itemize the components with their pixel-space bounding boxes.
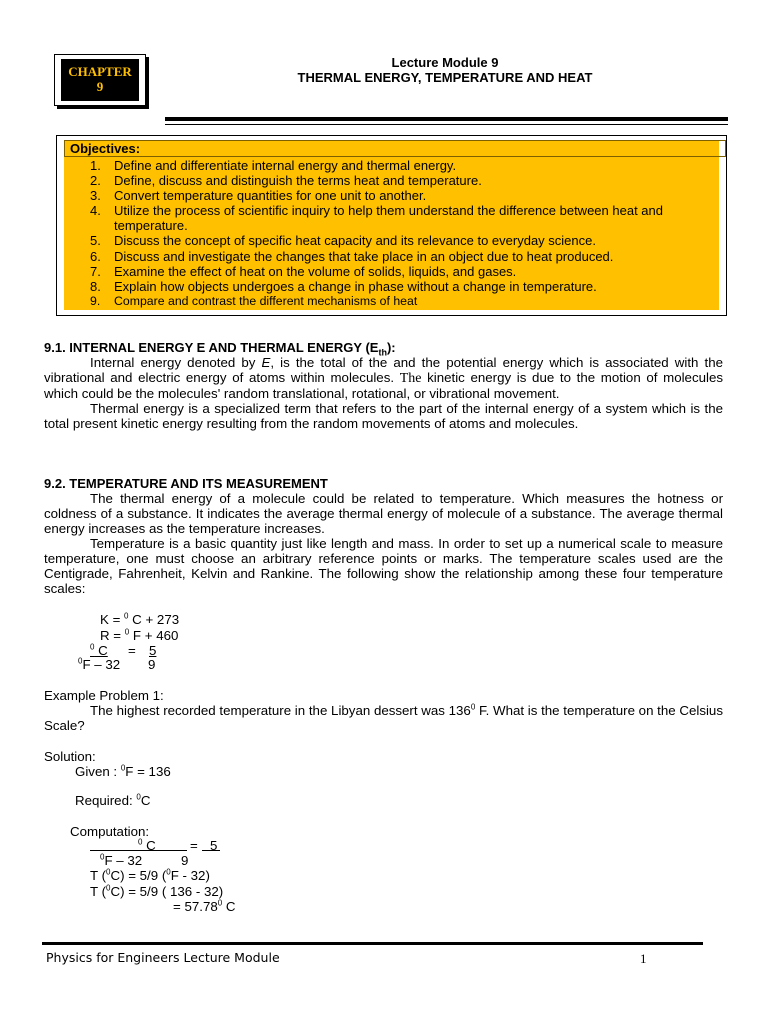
objective-item: 1. Define and differentiate internal energy and thermal energy.	[90, 158, 457, 173]
kelvin-formula: K = $^0$ C + 273	[100, 611, 180, 627]
header-rule-thin	[165, 124, 728, 125]
section-heading-temperature: 9.2. TEMPERATURE AND ITS MEASUREMENT	[44, 476, 328, 491]
module-label: Lecture Module 9	[391, 55, 499, 70]
section-heading-internal-energy: 9.1. INTERNAL ENERGY E AND THERMAL ENERGY $(E_{th})$:	[44, 340, 396, 358]
chapter-label: CHAPTER	[68, 64, 132, 79]
objectives-list	[90, 158, 725, 309]
paragraph: The thermal energy of a molecule could be related to temperature. Which measures the hotness or coldness of a substance. It indicates the average thermal energy of molecule of a substance. The average thermal energy increases as the temperature increases.	[44, 491, 723, 536]
computation-line-2: T ($^0$C) = 5/9 ( 136 - 32)	[90, 883, 224, 899]
paragraph: Internal energy denoted by E, is the total of the and the potential energy which is associated with the vibrational and electric energy of atoms within molecules. The kinetic energy is due to the motion of molecules which could be the molecules' random translational, rotational, or vibrational movement.	[44, 355, 723, 401]
paragraph: Temperature is a basic quantity just like length and mass. In order to set up a numerical scale to measure temperature, one must choose an arbitrary reference points or marks. The temperature scales used are the Centigrade, Fahrenheit, Kelvin and Rankine. The following show the relationship among these four temperature scales:	[44, 536, 723, 596]
example-label: Example Problem 1:	[44, 688, 164, 703]
example-text: The highest recorded temperature in the Libyan dessert was $136^0$ F. What is the temperature on the Celsius Scale?	[44, 702, 723, 733]
footer-title: Physics for Engineers Lecture Module	[46, 950, 280, 965]
objective-item: 2. Define, discuss and distinguish the terms heat and temperature.	[90, 173, 482, 189]
section-internal-energy-body	[44, 355, 723, 431]
page-number: 1	[640, 951, 647, 966]
required-line: Required: $^0$C	[75, 792, 151, 808]
objective-item: 6. Discuss and investigate the changes that take place in an object due to heat produced.	[90, 248, 614, 264]
objectives-title: Objectives:	[70, 141, 141, 156]
computation-label: Computation:	[70, 824, 150, 839]
celsius-fraction-equals: =	[128, 643, 136, 658]
paragraph: Thermal energy is a specialized term that refers to the part of the internal energy of a system which is the total present kinetic energy resulting from the random movements of atoms and molecules.	[44, 401, 723, 431]
objective-item: 5. Discuss the concept of specific heat capacity and its relevance to everyday science.	[90, 233, 596, 249]
chapter-number: 9	[96, 79, 104, 94]
objective-item: 7. Examine the effect of heat on the volume of solids, liquids, and gases.	[90, 263, 517, 279]
objective-item: 4. Utilize the process of scientific inquiry to help them understand the difference between heat and temperature.	[90, 203, 663, 234]
chapter-badge	[54, 54, 146, 106]
computation-equals: =	[190, 838, 198, 853]
computation-numerator: $^0$ C	[138, 837, 156, 853]
chapter-badge-inner	[61, 59, 139, 101]
solution-label: Solution:	[44, 749, 96, 764]
computation-line-1: T ($^0$C) = 5/9 ($^0$F - 32)	[90, 867, 210, 883]
header-rule-thick	[165, 117, 728, 121]
given-line: Given : $^0$F = 136	[75, 763, 171, 779]
footer-rule	[42, 942, 703, 945]
page-title: THERMAL ENERGY, TEMPERATURE AND HEAT	[297, 70, 593, 85]
rankine-formula: R = $^0$ F + 460	[100, 627, 179, 643]
objective-item: 8. Explain how objects undergoes a change in phase without a change in temperature.	[90, 278, 597, 294]
computation-denominator: $^0$F – 32	[100, 852, 143, 868]
celsius-fraction-numerator: $^0$ C	[90, 642, 108, 658]
section-temperature-body	[44, 491, 723, 596]
celsius-fraction-five: 5	[149, 643, 157, 658]
objectives-title-box	[64, 140, 726, 157]
computation-result: = $57.78^0$ C	[173, 898, 236, 914]
objective-item: 3. Convert temperature quantities for one unit to another.	[90, 188, 427, 204]
computation-nine: 9	[181, 853, 189, 868]
celsius-fraction-nine: 9	[148, 657, 156, 672]
objective-item: 9. Compare and contrast the different mechanisms of heat	[90, 293, 418, 308]
celsius-fraction-denominator: $^0$F – 32	[78, 656, 121, 672]
computation-five: 5	[210, 838, 218, 853]
